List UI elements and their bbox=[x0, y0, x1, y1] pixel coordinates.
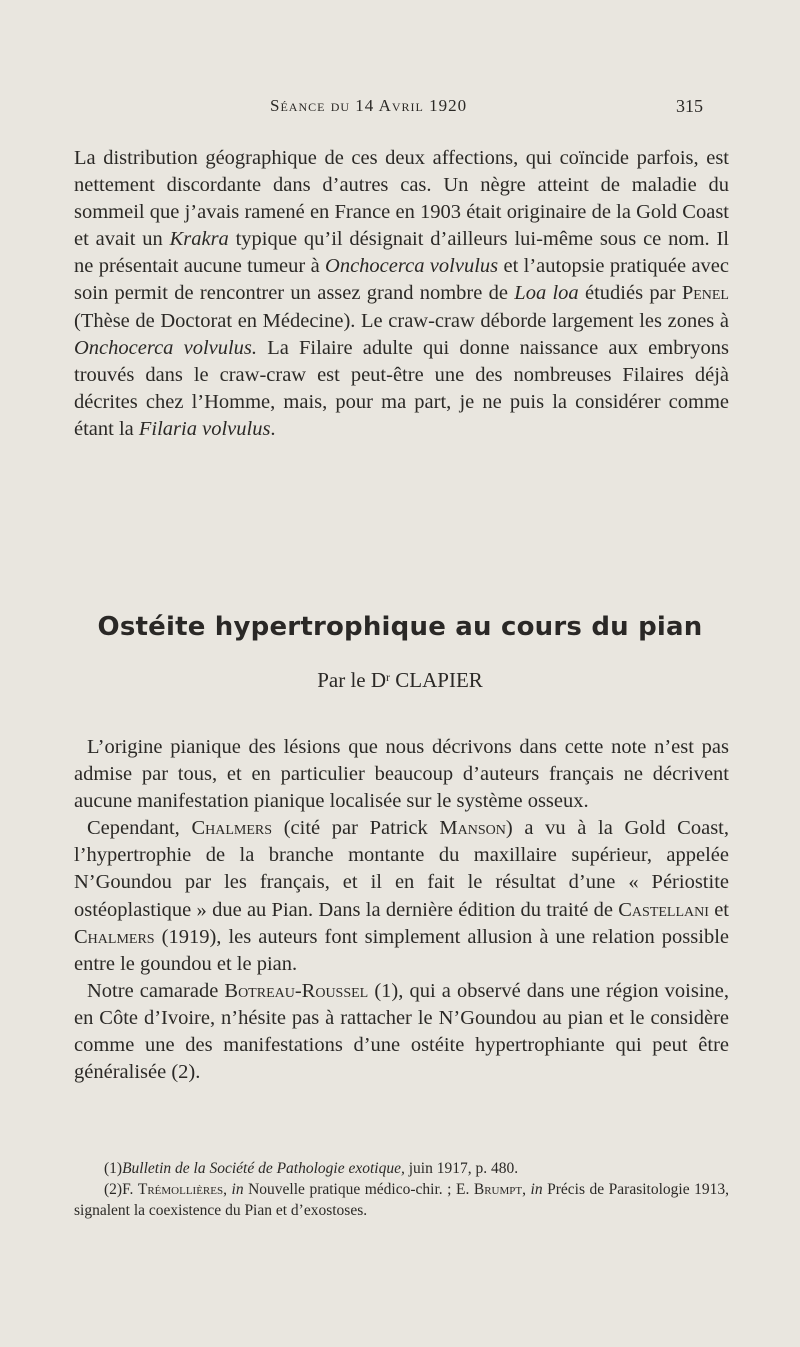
text-run: Nouvelle pratique médico-chir. ; E. bbox=[243, 1181, 474, 1198]
text-run: juin 1917, p. 480. bbox=[404, 1160, 519, 1177]
text-run: (cité par Patrick bbox=[272, 817, 440, 840]
text-run: La Filaire adulte qui donne naissance aux embryons trouvés dans le craw-craw est peut-être une des nombreuses Filaires déjà décrites chez l’Homme, mais, pour ma part, je ne puis la considérer comme étant la bbox=[74, 336, 730, 440]
footnote-number: (2) bbox=[104, 1181, 123, 1198]
text-run: Précis de Parasitologie 1913, signalent la coexistence du Pian et d’exostoses. bbox=[74, 1181, 729, 1219]
text-run: (1919), les auteurs font simplement allusion à une relation possible entre le goundou et le pian. bbox=[74, 925, 729, 975]
text-run-italic: in bbox=[530, 1181, 543, 1198]
text-run: , bbox=[223, 1181, 232, 1198]
running-head bbox=[0, 96, 800, 126]
text-run: et bbox=[708, 898, 729, 921]
footnote-1 bbox=[74, 1158, 729, 1179]
text-run: Notre camarade bbox=[87, 979, 225, 1002]
intro-paragraph bbox=[74, 145, 729, 443]
byline bbox=[0, 668, 800, 693]
author-name: Manson bbox=[439, 817, 506, 840]
byline-prefix: Par le D bbox=[317, 668, 387, 692]
page-number: 315 bbox=[676, 96, 703, 116]
author-name: Botreau-Roussel bbox=[224, 979, 369, 1002]
author-name: Castellani bbox=[618, 898, 709, 921]
text-run-italic: in bbox=[231, 1181, 244, 1198]
species-name: Krakra bbox=[169, 228, 229, 251]
text-run: (Thèse de Doctorat en Médecine). Le craw-craw déborde largement les zones à bbox=[74, 309, 729, 332]
text-run: La distribution géographique de ces deux affections, qui coïncide parfois, est nettement discordante dans d’autres cas. Un nègre atteint de maladie du sommeil que j’avais ramené en France en 1903 était originaire de la Gold Coast et avait un bbox=[74, 147, 729, 251]
text-run: F. bbox=[122, 1181, 138, 1198]
author-name: Chalmers bbox=[191, 817, 273, 840]
article-body bbox=[74, 734, 729, 1086]
text-run: étudiés par bbox=[578, 282, 682, 305]
footnotes bbox=[74, 1158, 729, 1221]
paragraph-1: L’origine pianique des lésions que nous décrivons dans cette note n’est pas admise par tous, et en particulier beaucoup d’auteurs français ne décrivent aucune manifestation pianique localisée sur le système osseux. bbox=[74, 736, 729, 813]
article-title: Ostéite hypertrophique au cours du pian bbox=[97, 612, 703, 642]
text-run: , bbox=[522, 1181, 531, 1198]
author-name: Brumpt bbox=[473, 1181, 523, 1198]
text-run: typique qu’il désignait d’ailleurs lui-même sous ce nom. Il ne présentait aucune tumeur à bbox=[74, 228, 729, 278]
author-name: Penel bbox=[681, 282, 729, 305]
running-title: Séance du 14 Avril 1920 bbox=[270, 96, 468, 115]
footnote-number: (1) bbox=[104, 1160, 123, 1177]
text-run: Cependant, bbox=[87, 817, 192, 840]
footnote-2 bbox=[74, 1179, 729, 1221]
text-run: ) a vu à la Gold Coast, l’hypertrophie de la branche montante du maxillaire supérieur, appelée N’Goundou par les français, et il en fait le résultat d’une « Périostite ostéoplastique » due au Pian. Dans la dernière édition du traité de bbox=[74, 817, 729, 921]
species-name: Filaria volvulus bbox=[138, 417, 271, 440]
author-name: Chalmers bbox=[74, 925, 155, 948]
text-run: . bbox=[270, 417, 276, 440]
species-name: Onchocerca volvulus. bbox=[74, 336, 258, 359]
species-name: Loa loa bbox=[514, 282, 579, 305]
intro-paragraph-block bbox=[74, 145, 729, 443]
paragraph-3 bbox=[74, 978, 729, 1086]
species-name: Onchocerca volvulus bbox=[325, 255, 499, 278]
text-run: (1), qui a observé dans une région voisine, en Côte d’Ivoire, n’hésite pas à rattacher le N’Goundou au pian et le considère comme une des manifestations d’une ostéite hypertrophiante qui peut être généralisée (2). bbox=[74, 979, 729, 1084]
paragraph-2 bbox=[74, 815, 729, 978]
author-name: Trémollières bbox=[137, 1181, 224, 1198]
byline-superscript: r bbox=[386, 670, 391, 684]
byline-author: CLAPIER bbox=[390, 668, 483, 692]
journal-title: Bulletin de la Société de Pathologie exotique, bbox=[122, 1160, 405, 1177]
text-run: et l’autopsie pratiquée avec soin permit de rencontrer un assez grand nombre de bbox=[74, 255, 729, 305]
